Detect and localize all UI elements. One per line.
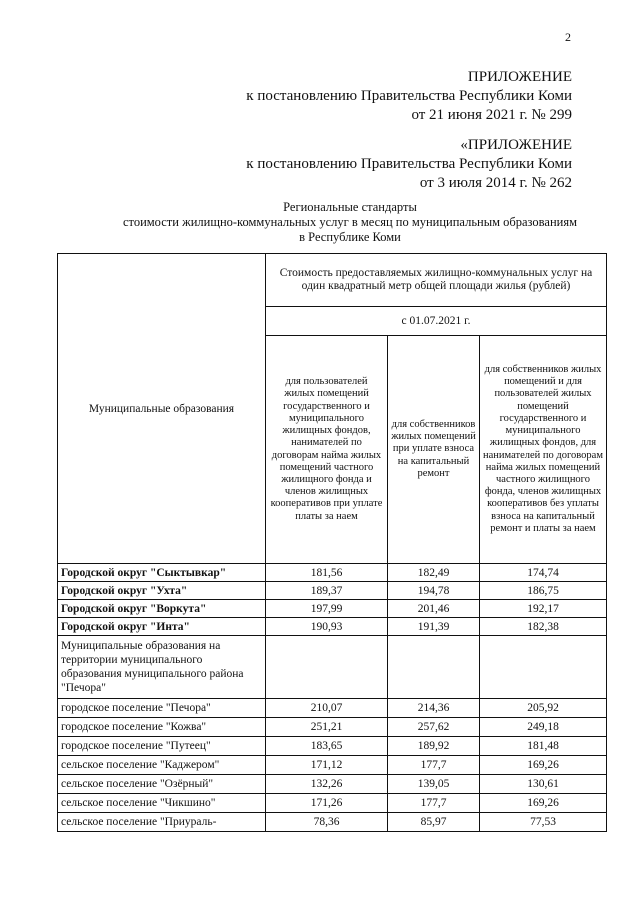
tariff-table <box>57 253 607 832</box>
table-row <box>58 718 607 737</box>
table-row <box>58 582 607 600</box>
group-header-row <box>58 636 607 699</box>
value-no-fee: 174,74 <box>480 564 607 582</box>
value-users: 197,99 <box>266 600 388 618</box>
value-no-fee: 182,38 <box>480 618 607 636</box>
value-users: 251,21 <box>266 718 388 737</box>
value-no-fee: 77,53 <box>480 813 607 832</box>
page-number: 2 <box>565 30 571 44</box>
value-users: 78,36 <box>266 813 388 832</box>
appendix-title: ПРИЛОЖЕНИЕ <box>467 69 572 85</box>
value-users: 171,12 <box>266 756 388 775</box>
table-row <box>58 775 607 794</box>
value-users: 210,07 <box>266 699 388 718</box>
appendix-decree-line: к постановлению Правительства Республики Коми <box>246 156 572 172</box>
table-row <box>58 600 607 618</box>
table-row <box>58 564 607 582</box>
standards-title-line2: стоимости жилищно-коммунальных услуг в месяц по муниципальным образованиям <box>122 215 578 229</box>
value-no-fee: 181,48 <box>480 737 607 756</box>
table-row <box>58 699 607 718</box>
standards-title-line1: Региональные стандарты <box>283 200 417 214</box>
appendix-decree-line: к постановлению Правительства Республики Коми <box>246 88 572 104</box>
value-users: 183,65 <box>266 737 388 756</box>
value-users: 190,93 <box>266 618 388 636</box>
table-row <box>58 813 607 832</box>
standards-title-line3: в Республике Коми <box>299 230 401 244</box>
empty-cell <box>480 636 607 699</box>
value-owners: 85,97 <box>388 813 480 832</box>
table-row <box>58 618 607 636</box>
row-name: сельское поселение "Приураль- <box>58 813 266 832</box>
appendix-header-original <box>246 136 572 193</box>
appendix-header-current <box>246 68 572 125</box>
value-no-fee: 249,18 <box>480 718 607 737</box>
header-col-users: для пользователей жилых помещений государственного и муниципального жилищных фондов, нанимателей по договорам найма жилых помещений частного жилищного фонда и членов жилищных кооперативов при уплате платы за наем <box>266 336 388 564</box>
header-col-owners: для собственников жилых помещений при уплате взноса на капитальный ремонт <box>388 336 480 564</box>
value-no-fee: 186,75 <box>480 582 607 600</box>
value-owners: 189,92 <box>388 737 480 756</box>
value-users: 132,26 <box>266 775 388 794</box>
empty-cell <box>266 636 388 699</box>
table-row <box>58 756 607 775</box>
row-name: Городской округ "Ухта" <box>58 582 266 600</box>
row-name: Городской округ "Сыктывкар" <box>58 564 266 582</box>
appendix-date-line: от 21 июня 2021 г. № 299 <box>411 107 572 123</box>
value-owners: 177,7 <box>388 756 480 775</box>
standards-title <box>60 200 640 245</box>
value-users: 181,56 <box>266 564 388 582</box>
value-owners: 177,7 <box>388 794 480 813</box>
row-name: Городской округ "Инта" <box>58 618 266 636</box>
value-owners: 182,49 <box>388 564 480 582</box>
row-name: городское поселение "Печора" <box>58 699 266 718</box>
row-name: сельское поселение "Озёрный" <box>58 775 266 794</box>
value-owners: 201,46 <box>388 600 480 618</box>
group-header-pechora: Муниципальные образования на территории муниципального образования муниципального района "Печора" <box>58 636 266 699</box>
appendix-date-line: от 3 июля 2014 г. № 262 <box>419 175 572 191</box>
value-no-fee: 130,61 <box>480 775 607 794</box>
table-row <box>58 737 607 756</box>
appendix-title: «ПРИЛОЖЕНИЕ <box>460 137 572 153</box>
value-owners: 257,62 <box>388 718 480 737</box>
row-name: Городской округ "Воркута" <box>58 600 266 618</box>
value-no-fee: 169,26 <box>480 794 607 813</box>
value-no-fee: 169,26 <box>480 756 607 775</box>
row-name: сельское поселение "Каджером" <box>58 756 266 775</box>
value-users: 171,26 <box>266 794 388 813</box>
value-no-fee: 205,92 <box>480 699 607 718</box>
header-cost: Стоимость предоставляемых жилищно-коммунальных услуг на один квадратный метр общей площади жилья (рублей) <box>266 254 607 307</box>
value-owners: 139,05 <box>388 775 480 794</box>
value-owners: 214,36 <box>388 699 480 718</box>
row-name: городское поселение "Кожва" <box>58 718 266 737</box>
header-col-no-fee: для собственников жилых помещений и для пользователей жилых помещений государственного и муниципального жилищных фондов, для нанимателей по договорам найма жилых помещений частного жилищного фонда, членов жилищных кооперативов без уплаты взноса на капитальный ремонт и платы за наем <box>480 336 607 564</box>
row-name: городское поселение "Путеец" <box>58 737 266 756</box>
table-row <box>58 794 607 813</box>
value-owners: 194,78 <box>388 582 480 600</box>
header-municipality: Муниципальные образования <box>58 254 266 564</box>
value-owners: 191,39 <box>388 618 480 636</box>
value-no-fee: 192,17 <box>480 600 607 618</box>
value-users: 189,37 <box>266 582 388 600</box>
empty-cell <box>388 636 480 699</box>
header-date: с 01.07.2021 г. <box>266 307 607 336</box>
row-name: сельское поселение "Чикшино" <box>58 794 266 813</box>
